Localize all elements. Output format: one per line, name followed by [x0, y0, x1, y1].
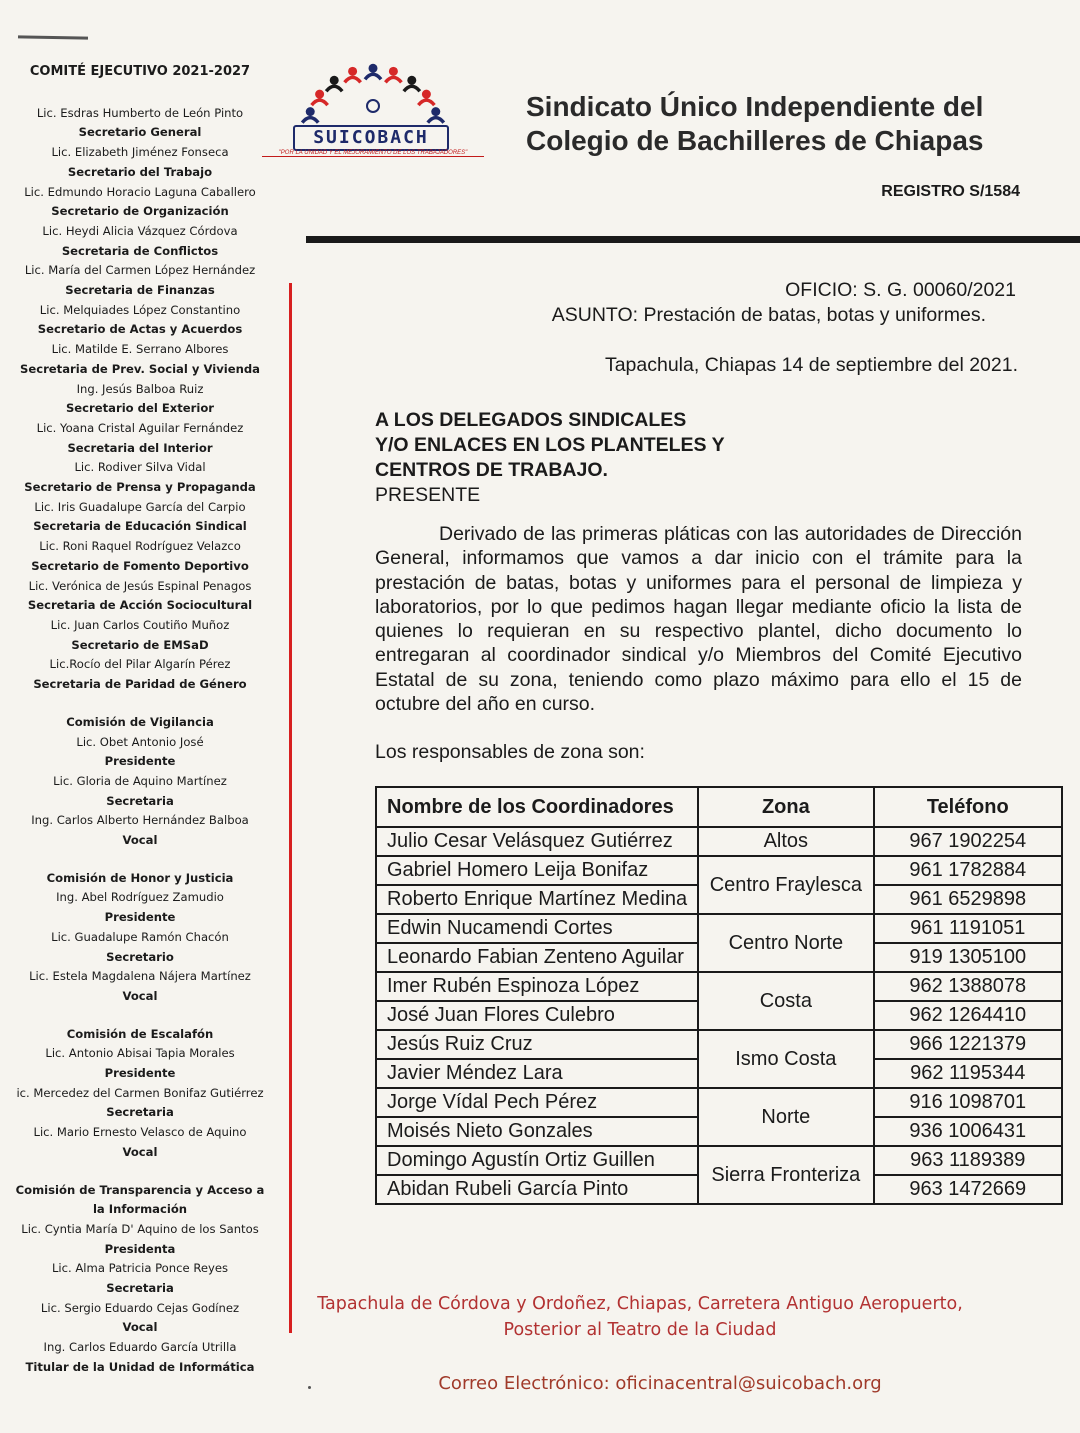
subject-line: ASUNTO: Prestación de batas, botas y uniformes.: [551, 304, 986, 326]
coordinator-name-cell: Javier Méndez Lara: [376, 1059, 698, 1088]
phone-cell: 963 1472669: [874, 1175, 1062, 1204]
zone-cell: Norte: [698, 1088, 873, 1146]
committee-member-role: Secretaria de Prev. Social y Vivienda: [19, 361, 260, 376]
coordinator-name-cell: Jesús Ruiz Cruz: [376, 1030, 698, 1059]
header-zone: Zona: [698, 787, 873, 827]
committee-member-role: Secretario del Trabajo: [67, 164, 213, 179]
organization-title: [526, 90, 1046, 158]
commission-member-role: Secretaria: [106, 793, 174, 808]
commission-member-name: Lic. Alma Patricia Ponce Reyes: [51, 1261, 229, 1276]
commission-member-name: Lic. Antonio Abisai Tapia Morales: [45, 1046, 235, 1061]
logo-figure-head: [315, 90, 324, 99]
registration-number: REGISTRO S/1584: [881, 183, 1020, 200]
coordinator-name-cell: Imer Rubén Espinoza López: [376, 972, 698, 1001]
zone-cell: Sierra Fronteriza: [698, 1146, 873, 1204]
zone-cell: Centro Norte: [698, 914, 873, 972]
coordinator-name-cell: Abidan Rubeli García Pinto: [376, 1175, 698, 1204]
responsables-intro: Los responsables de zona son:: [375, 741, 645, 763]
oficio-number: OFICIO: S. G. 00060/2021: [785, 279, 1016, 301]
logo-figure-body: [302, 118, 318, 123]
logo-figure-head: [369, 64, 378, 73]
logo-figure-body: [365, 74, 381, 79]
table-row: [376, 856, 1062, 885]
committee-member-role: Secretario de Organización: [51, 204, 229, 219]
phone-cell: 963 1189389: [874, 1146, 1062, 1175]
logo-figure-body: [345, 77, 361, 82]
committee-commissions: [14, 713, 266, 1378]
committee-member-role: Secretario del Exterior: [65, 401, 215, 416]
footer-email: Correo Electrónico: oficinacentral@suicobach.org: [438, 1373, 882, 1394]
committee-member-role: Secretario de Fomento Deportivo: [31, 558, 249, 573]
committee-member-role: Secretario de Prensa y Propaganda: [24, 480, 256, 495]
committee-member-role: Secretaria de Paridad de Género: [33, 677, 247, 692]
committee-member-role: Secretario de Actas y Acuerdos: [37, 322, 243, 337]
committee-member-name: Lic. Roni Raquel Rodríguez Velazco: [39, 539, 241, 554]
coordinator-name-cell: Julio Cesar Velásquez Gutiérrez: [376, 827, 698, 856]
commission-group: [14, 713, 266, 851]
logo-figure-body: [428, 118, 444, 123]
commission-member-name: Lic. Mario Ernesto Velasco de Aquino: [33, 1125, 247, 1140]
committee-member-role: Secretario de EMSaD: [71, 637, 209, 652]
recipient-line: A LOS DELEGADOS SINDICALES: [375, 409, 687, 431]
table-row: [376, 972, 1062, 1001]
address-line: Tapachula de Córdova y Ordoñez, Chiapas, Carretera Antiguo Aeropuerto,: [317, 1294, 963, 1314]
phone-cell: 962 1264410: [874, 1001, 1062, 1030]
committee-member-name: Ing. Jesús Balboa Ruiz: [76, 381, 204, 396]
committee-heading: COMITÉ EJECUTIVO 2021-2027: [29, 64, 251, 79]
commission-group: [14, 1181, 266, 1378]
commission-member-role: Secretaria: [106, 1105, 174, 1120]
committee-member-name: Lic. Iris Guadalupe García del Carpio: [34, 499, 246, 514]
committee-member-name: Lic. Elizabeth Jiménez Fonseca: [51, 145, 229, 160]
commission-group: [14, 869, 266, 1007]
header-name: Nombre de los Coordinadores: [376, 787, 698, 827]
recipient-line: CENTROS DE TRABAJO.: [375, 459, 608, 481]
coordinator-name-cell: Roberto Enrique Martínez Medina: [376, 885, 698, 914]
phone-cell: 962 1388078: [874, 972, 1062, 1001]
logo-figure-head: [306, 107, 315, 116]
commission-member-role: Vocal: [122, 988, 158, 1003]
commission-member-name: Ing. Carlos Eduardo García Utrilla: [43, 1340, 237, 1355]
commission-member-name: ic. Mercedez del Carmen Bonifaz Gutiérrez: [16, 1085, 264, 1100]
commission-title: Comisión de Transparencia y Acceso a la Información: [15, 1182, 265, 1217]
commission-member-role: Presidenta: [104, 1241, 176, 1256]
coordinator-name-cell: Moisés Nieto Gonzales: [376, 1117, 698, 1146]
recipient-line: Y/O ENLACES EN LOS PLANTELES Y: [375, 434, 725, 456]
logo-figure-body: [312, 100, 328, 105]
table-row: [376, 1088, 1062, 1117]
logo-figure-head: [389, 67, 398, 76]
commission-member-role: Secretario: [106, 949, 174, 964]
coordinator-name-cell: Gabriel Homero Leija Bonifaz: [376, 856, 698, 885]
commission-member-name: Lic. Estela Magdalena Nájera Martínez: [29, 969, 251, 984]
commission-member-role: Presidente: [104, 910, 176, 925]
logo-figure-head: [431, 107, 440, 116]
logo-figure-head: [422, 90, 431, 99]
pen-mark: [18, 35, 88, 39]
presente-line: PRESENTE: [375, 484, 481, 506]
table-row: [376, 1030, 1062, 1059]
coordinator-name-cell: Jorge Vídal Pech Pérez: [376, 1088, 698, 1117]
table-header-row: [376, 787, 1062, 827]
commission-member-name: Lic. Sergio Eduardo Cejas Godínez: [40, 1300, 240, 1315]
commission-title: Comisión de Honor y Justicia: [46, 870, 234, 885]
coordinator-name-cell: Leonardo Fabian Zenteno Aguilar: [376, 943, 698, 972]
logo-figure-head: [407, 76, 416, 85]
logo-figure-body: [404, 86, 420, 91]
commission-member-name: Ing. Abel Rodríguez Zamudio: [56, 890, 224, 905]
logo-figure-head: [348, 67, 357, 76]
committee-member-role: Secretaria de Conflictos: [61, 243, 219, 258]
committee-member-name: Lic. Verónica de Jesús Espinal Penagos: [28, 578, 252, 593]
committee-member-name: Lic.Rocío del Pilar Algarín Pérez: [49, 657, 231, 672]
phone-cell: 936 1006431: [874, 1117, 1062, 1146]
commission-member-role: Titular de la Unidad de Informática: [25, 1359, 255, 1374]
logo-figure-head: [330, 76, 339, 85]
committee-member-name: Lic. Edmundo Horacio Laguna Caballero: [24, 184, 256, 199]
coordinators-table: [375, 786, 1063, 1205]
logo-tagline: "POR LA UNIDAD Y EL MEJORAMIENTO DE LOS TRABAJADORES": [262, 150, 484, 157]
phone-cell: 961 6529898: [874, 885, 1062, 914]
logo-center-emblem: [367, 100, 379, 112]
committee-member-name: Lic. Juan Carlos Coutiño Muñoz: [50, 617, 230, 632]
commission-title: Comisión de Escalafón: [66, 1026, 214, 1041]
committee-member-role: Secretario General: [78, 125, 202, 140]
date-line: Tapachula, Chiapas 14 de septiembre del 2021.: [604, 354, 1018, 376]
commission-member-role: Presidente: [104, 754, 176, 769]
zone-cell: Centro Fraylesca: [698, 856, 873, 914]
phone-cell: 962 1195344: [874, 1059, 1062, 1088]
header-phone: Teléfono: [874, 787, 1062, 827]
zone-cell: Ismo Costa: [698, 1030, 873, 1088]
commission-member-name: Lic. Cyntia María D' Aquino de los Santos: [21, 1221, 259, 1236]
phone-cell: 966 1221379: [874, 1030, 1062, 1059]
logo-figure-body: [326, 86, 342, 91]
commission-member-name: Lic. Gloria de Aquino Martínez: [53, 773, 227, 788]
commission-member-role: Presidente: [104, 1066, 176, 1081]
logo-wordmark: SUICOBACH: [293, 125, 449, 151]
organization-title-line2: Colegio de Bachilleres de Chiapas: [526, 125, 984, 156]
commission-member-name: Lic. Guadalupe Ramón Chacón: [51, 929, 229, 944]
red-divider: [289, 283, 292, 1333]
zone-cell: Altos: [698, 827, 873, 856]
letter-body: Derivado de las primeras pláticas con las autoridades de Dirección General, informamos que vamos a dar inicio con el trámite para la prestación de batas, botas y uniformes para el personal de limpieza y laboratorios, por lo que pedimos hagan llegar mediante oficio la lista de quienes lo requieran en su respectivo plantel, dicho documento lo entregaran al coordinador sindical y/o Miembros del Comité Ejecutivo Estatal de su zona, teniendo como plazo máximo para ello el 15 de octubre del año en curso.: [375, 523, 1022, 716]
committee-column: [14, 62, 266, 1378]
commission-member-name: Ing. Carlos Alberto Hernández Balboa: [31, 813, 249, 828]
commission-title: Comisión de Vigilancia: [66, 714, 214, 729]
committee-member-role: Secretaria de Finanzas: [65, 283, 215, 298]
committee-member-name: Lic. Esdras Humberto de León Pinto: [36, 105, 244, 120]
logo-figure-body: [418, 100, 434, 105]
phone-cell: 961 1191051: [874, 914, 1062, 943]
zone-cell: Costa: [698, 972, 873, 1030]
committee-member-name: Lic. Matilde E. Serrano Albores: [51, 342, 229, 357]
table-row: [376, 827, 1062, 856]
commission-member-role: Vocal: [122, 1320, 158, 1335]
commission-member-name: Lic. Obet Antonio José: [76, 734, 204, 749]
phone-cell: 916 1098701: [874, 1088, 1062, 1117]
table-row: [376, 1146, 1062, 1175]
phone-cell: 967 1902254: [874, 827, 1062, 856]
coordinator-name-cell: José Juan Flores Culebro: [376, 1001, 698, 1030]
commission-member-role: Vocal: [122, 1144, 158, 1159]
table-row: [376, 914, 1062, 943]
committee-member-name: Lic. María del Carmen López Hernández: [24, 263, 256, 278]
header-rule: [306, 236, 1080, 243]
footer-address: [300, 1291, 980, 1343]
phone-cell: 919 1305100: [874, 943, 1062, 972]
coordinator-name-cell: Domingo Agustín Ortiz Guillen: [376, 1146, 698, 1175]
commission-member-role: Vocal: [122, 833, 158, 848]
coordinator-name-cell: Edwin Nucamendi Cortes: [376, 914, 698, 943]
committee-member-role: Secretaria del Interior: [67, 440, 213, 455]
committee-member-name: Lic. Yoana Cristal Aguilar Fernández: [36, 420, 244, 435]
committee-member-role: Secretaria de Acción Sociocultural: [27, 598, 253, 613]
logo-figure-body: [385, 77, 401, 82]
committee-member-name: Lic. Heydi Alicia Vázquez Córdova: [42, 223, 238, 238]
committee-member-role: Secretaria de Educación Sindical: [33, 519, 247, 534]
committee-members: [14, 104, 266, 695]
commission-group: [14, 1025, 266, 1163]
phone-cell: 961 1782884: [874, 856, 1062, 885]
recipient-block: [375, 408, 995, 508]
address-line: Posterior al Teatro de la Ciudad: [503, 1320, 777, 1340]
committee-member-name: Lic. Melquiades López Constantino: [39, 302, 241, 317]
committee-member-name: Lic. Rodiver Silva Vidal: [74, 460, 206, 475]
organization-title-line1: Sindicato Único Independiente del: [526, 91, 984, 122]
commission-member-role: Secretaria: [106, 1281, 174, 1296]
